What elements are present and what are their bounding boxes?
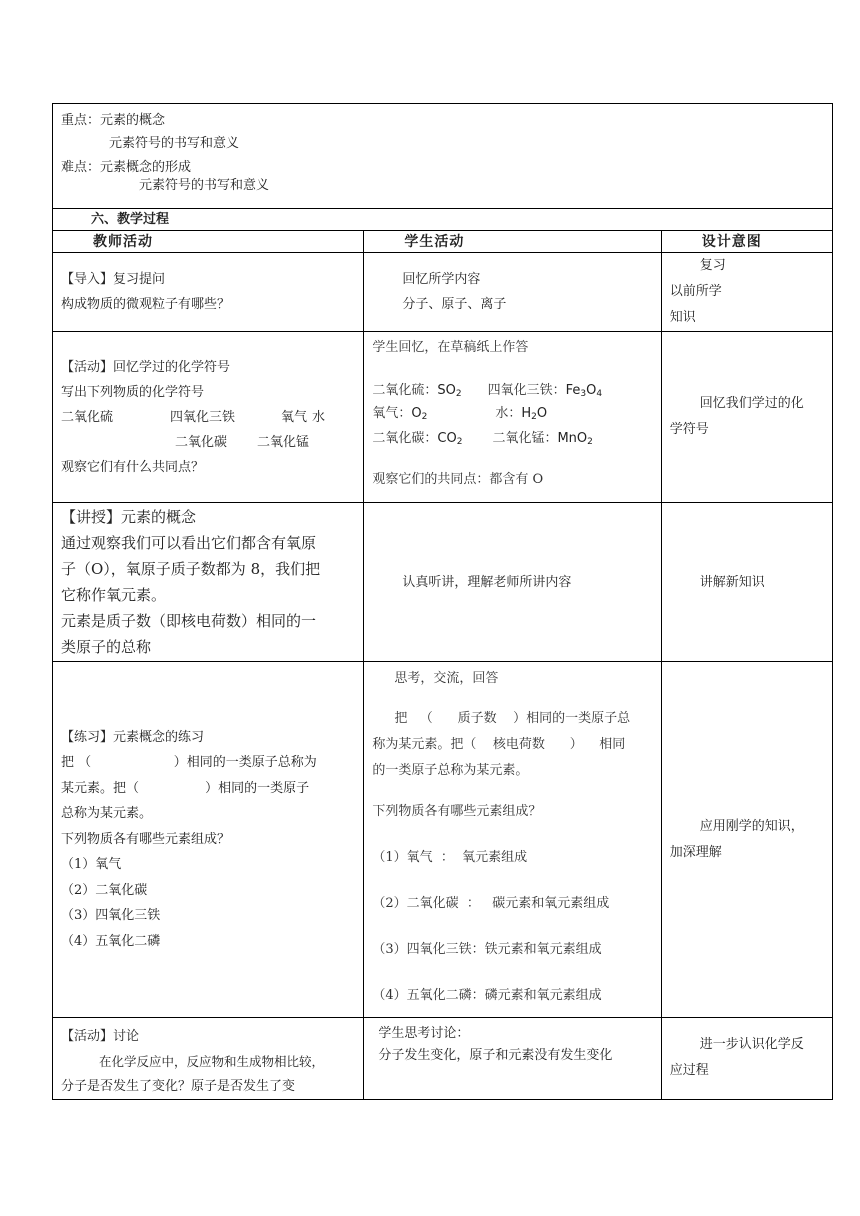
student-line: 把 （ 质子数 ）相同的一类原子总 (394, 711, 631, 726)
teacher-cell (53, 253, 364, 332)
intent-line: 学符号 (669, 422, 709, 437)
teacher-line: 把 （ ）相同的一类原子总称为 (61, 755, 317, 771)
teacher-line: 元素是质子数（即核电荷数）相同的一 (61, 612, 317, 630)
student-line: （1）氧气 ： 氧元素组成 (372, 850, 528, 865)
intent-line: 以前所学 (669, 284, 722, 299)
student-line: 思考，交流，回答 (394, 671, 499, 686)
teacher-line: 写出下列物质的化学符号 (61, 384, 205, 400)
formula-fe3o4: $Fe_3O_4$ (565, 383, 603, 399)
table-row (53, 253, 833, 332)
teacher-line: （2）二氧化碳 (61, 882, 148, 898)
student-line: 的一类原子总称为某元素。 (372, 763, 529, 778)
teacher-line: 在化学反应中，反应物和生成物相比较， (99, 1054, 325, 1069)
intent-line: 回忆我们学过的化 (699, 396, 804, 411)
teacher-line: 构成物质的微观粒子有哪些？ (61, 297, 231, 312)
teacher-line: 下列物质各有哪些元素组成？ (61, 831, 231, 847)
teacher-line: 【活动】讨论 (61, 1029, 140, 1044)
teacher-line: 它称作氧元素。 (61, 586, 167, 604)
zhongdian-item: 元素符号的书写和意义 (109, 136, 240, 151)
intent-line: 应过程 (669, 1063, 709, 1078)
teacher-line: 观察它们有什么共同点？ (61, 459, 205, 475)
intent-cell (661, 253, 832, 332)
table-row (53, 332, 833, 503)
teacher-cell (53, 1018, 364, 1100)
header-row (53, 231, 833, 253)
teacher-line: （3）四氧化三铁 (61, 908, 161, 924)
substance-so2: 二氧化硫 (61, 409, 114, 425)
student-line: 分子发生变化，原子和元素没有发生变化 (378, 1048, 613, 1063)
nandian-line: 难点：元素概念的形成 (61, 160, 192, 175)
substance-fe3o4: 四氧化三铁 (170, 409, 236, 425)
table-row (53, 1018, 833, 1100)
key-points-row (53, 104, 833, 209)
student-line: 分子、原子、离子 (402, 297, 507, 312)
teacher-line: 某元素。把（ ）相同的一类原子 (61, 780, 310, 796)
substance-h2o: 水 (312, 409, 326, 425)
formula-mno2: MnO$_2$ (557, 431, 593, 447)
teacher-cell (53, 332, 364, 503)
common-point: 观察它们的共同点：都含有 O (372, 472, 544, 487)
intent-cell (661, 503, 832, 662)
formula-so2: $SO_2$ (437, 383, 462, 399)
student-line: 回忆所学内容 (402, 272, 481, 287)
teacher-line: 【活动】回忆学过的化学符号 (61, 359, 231, 375)
teacher-line: （1）氧气 (61, 857, 122, 873)
o2-label: 氧气： (372, 406, 412, 421)
formula-h2o: $H_2O$ (521, 406, 548, 422)
intent-cell (661, 332, 832, 503)
teacher-line: （4）五氧化二磷 (61, 933, 161, 949)
student-line: （2）二氧化碳 ： 碳元素和氧元素组成 (372, 896, 610, 911)
formula-o2: $O_2$ (411, 406, 428, 422)
teacher-line: 类原子的总称 (61, 638, 152, 656)
header-student: 学生活动 (364, 231, 661, 253)
student-cell (364, 662, 661, 1018)
intent-line: 知识 (669, 310, 696, 325)
student-cell (364, 253, 661, 332)
lesson-table (52, 103, 833, 1100)
student-line: （4）五氧化二磷：磷元素和氧元素组成 (372, 988, 602, 1003)
section-title: 六、教学过程 (53, 209, 833, 231)
fe3o4-label: 四氧化三铁： (487, 383, 566, 398)
intent-line: 进一步认识化学反 (699, 1037, 804, 1052)
nandian-item: 元素符号的书写和意义 (139, 178, 270, 193)
lesson-plan (52, 103, 833, 1100)
teacher-line: 【导入】复习提问 (61, 272, 166, 287)
intent-line: 加深理解 (669, 844, 722, 860)
teacher-line: 子（O），氧原子质子数都为 8，我们把 (61, 560, 321, 578)
so2-label: 二氧化硫： (372, 383, 438, 398)
student-cell (364, 503, 661, 662)
student-line: （3）四氧化三铁：铁元素和氧元素组成 (372, 942, 602, 957)
substance-mno2: 二氧化锰 (257, 434, 310, 450)
student-line: 学生回忆，在草稿纸上作答 (372, 340, 529, 355)
substance-co2: 二氧化碳 (175, 434, 228, 450)
intent-cell (661, 662, 832, 1018)
teacher-line: 总称为某元素。 (61, 806, 153, 822)
header-intent: 设计意图 (661, 231, 832, 253)
teacher-line: 【练习】元素概念的练习 (61, 729, 205, 745)
mno2-label: 二氧化锰： (492, 431, 558, 446)
table-row (53, 662, 833, 1018)
intent-line: 复习 (699, 258, 726, 273)
intent-line: 应用刚学的知识， (699, 818, 804, 834)
substance-o2: 氧气 (281, 409, 308, 425)
teacher-line: 【讲授】元素的概念 (61, 508, 197, 526)
student-line: 下列物质各有哪些元素组成？ (372, 804, 542, 819)
formula-co2: $CO_2$ (437, 431, 463, 447)
header-teacher: 教师活动 (53, 231, 364, 253)
table-row (53, 503, 833, 662)
student-cell (364, 1018, 661, 1100)
section-title-row (53, 209, 833, 231)
student-line: 学生思考讨论： (378, 1026, 470, 1041)
teacher-cell (53, 662, 364, 1018)
h2o-label: 水： (495, 406, 522, 421)
co2-label: 二氧化碳： (372, 431, 438, 446)
intent-line: 讲解新知识 (699, 574, 765, 590)
teacher-line: 通过观察我们可以看出它们都含有氧原 (61, 534, 317, 552)
teacher-cell (53, 503, 364, 662)
teacher-line: 分子是否发生了变化？原子是否发生了变 (61, 1079, 296, 1094)
zhongdian-line: 重点：元素的概念 (61, 113, 166, 128)
intent-cell (661, 1018, 832, 1100)
student-line: 认真听讲，理解老师所讲内容 (402, 574, 572, 590)
student-cell (364, 332, 661, 503)
student-line: 称为某元素。把（ 核电荷数 ） 相同 (372, 737, 626, 752)
